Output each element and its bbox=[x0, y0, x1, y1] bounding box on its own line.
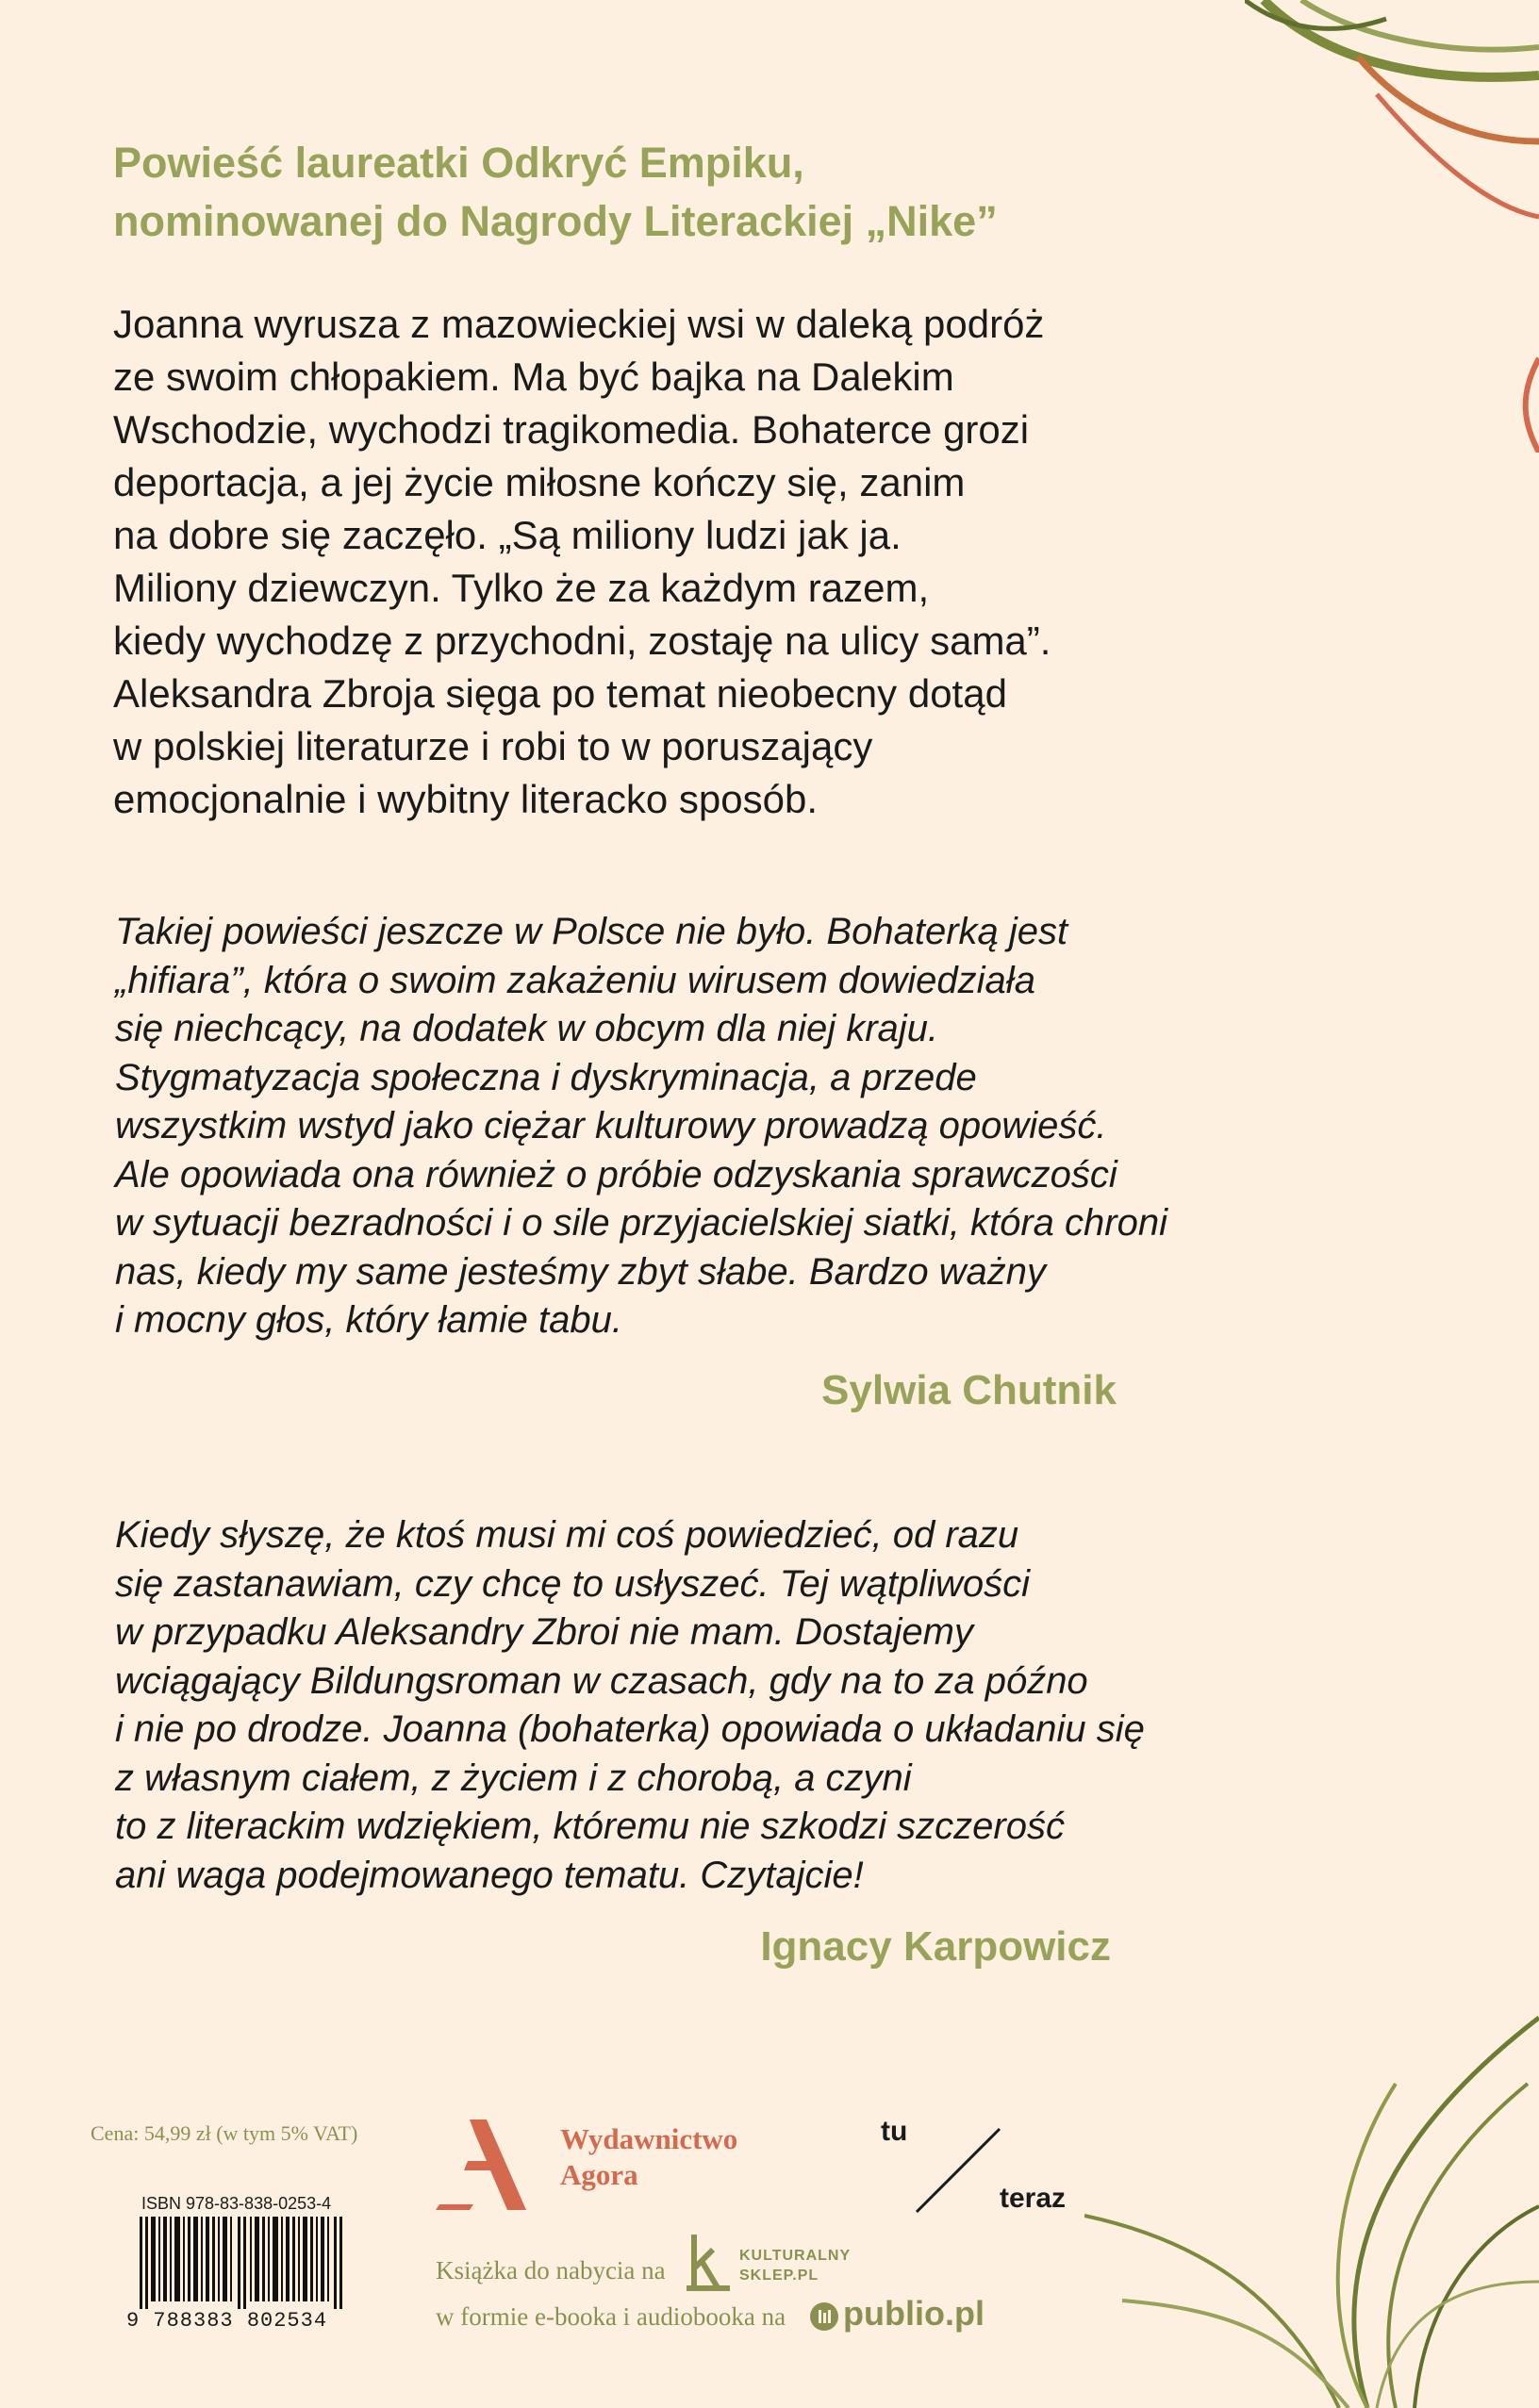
quote-line: w przypadku Aleksandry Zbroi nie mam. Dostajemy bbox=[115, 1611, 973, 1653]
publio-logo-icon bbox=[809, 2301, 839, 2332]
description-line: ze swoim chłopakiem. Ma być bajka na Dalekim bbox=[113, 355, 954, 399]
quote-line: z własnym ciałem, z życiem i z chorobą, a czyni bbox=[115, 1757, 912, 1799]
agora-logo-icon bbox=[432, 2119, 545, 2214]
headline-line: Powieść laureatki Odkryć Empiku, bbox=[113, 139, 804, 187]
quote-line: Kiedy słyszę, że ktoś musi mi coś powiedzieć, od razu bbox=[115, 1514, 1019, 1556]
description-line: na dobre się zaczęło. „Są miliony ludzi jak ja. bbox=[113, 513, 902, 557]
kulturalny-line: SKLEP.PL bbox=[739, 2268, 819, 2284]
imprint-tu: tu bbox=[881, 2116, 908, 2147]
quote-line: to z literackim wdziękiem, któremu nie szkodzi szczerość bbox=[115, 1806, 1065, 1847]
leaf-decoration-bottom bbox=[1084, 1999, 1539, 2408]
quote-line: się zastanawiam, czy chcę to usłyszeć. Tej wątpliwości bbox=[115, 1562, 1030, 1605]
imprint-slash-icon bbox=[913, 2125, 1003, 2216]
price-label: Cena: 54,99 zł (w tym 5% VAT) bbox=[91, 2121, 358, 2145]
headline bbox=[113, 134, 1292, 251]
blurb-quote bbox=[115, 1511, 1200, 1900]
blurb-author: Ignacy Karpowicz bbox=[760, 1923, 1111, 1970]
isbn-label: ISBN 978-83-838-0253-4 bbox=[141, 2194, 332, 2213]
barcode-digits: 9 788383 802534 bbox=[126, 2309, 328, 2333]
description-line: w polskiej literaturze i robi to w poruszający bbox=[113, 724, 873, 768]
quote-line: ani waga podejmowanego tematu. Czytajcie! bbox=[115, 1854, 864, 1896]
blurb-author: Sylwia Chutnik bbox=[821, 1367, 1117, 1413]
quote-line: i nie po drodze. Joanna (bohaterka) opowiada o układaniu się bbox=[115, 1708, 1145, 1750]
publisher-line: Agora bbox=[560, 2158, 638, 2191]
kulturalny-sklep-label bbox=[739, 2246, 851, 2285]
quote-line: się niechcący, na dodatek w obcym dla niej kraju. bbox=[115, 1008, 939, 1049]
quote-line: nas, kiedy my same jesteśmy zbyt słabe. Bardzo ważny bbox=[115, 1250, 1047, 1293]
kulturalny-logo-icon bbox=[687, 2235, 734, 2293]
publisher-line: Wydawnictwo bbox=[560, 2122, 738, 2155]
availability-text: Książka do nabycia na bbox=[436, 2256, 666, 2284]
publio-link[interactable]: publio.pl bbox=[843, 2294, 985, 2333]
description-line: Joanna wyrusza z mazowieckiej wsi w daleką podróż bbox=[113, 302, 1045, 346]
publisher-name bbox=[560, 2121, 737, 2193]
quote-line: wciągający Bildungsroman w czasach, gdy na to za późno bbox=[115, 1659, 1088, 1702]
imprint-teraz: teraz bbox=[1000, 2183, 1067, 2214]
description-line: Aleksandra Zbroja sięga po temat nieobecny dotąd bbox=[113, 671, 1007, 716]
quote-line: Takiej powieści jeszcze w Polsce nie było. Bohaterką jest bbox=[115, 911, 1068, 952]
quote-line: „hifiara”, która o swoim zakażeniu wirusem dowiedziała bbox=[115, 959, 1035, 1001]
kulturalny-line: KULTURALNY bbox=[739, 2248, 852, 2264]
description-line: Wschodzie, wychodzi tragikomedia. Bohaterce grozi bbox=[113, 407, 1030, 452]
quote-line: wszystkim wstyd jako ciężar kulturowy prowadzą opowieść. bbox=[115, 1105, 1107, 1146]
blurb-quote bbox=[115, 908, 1200, 1345]
description-line: kiedy wychodzę z przychodni, zostaję na ulicy sama”. bbox=[113, 618, 1051, 663]
description bbox=[113, 298, 1150, 826]
description-line: deportacja, a jej życie miłosne kończy się, zanim bbox=[113, 460, 966, 504]
barcode bbox=[140, 2217, 343, 2309]
description-line: emocjonalnie i wybitny literacko sposób. bbox=[113, 777, 819, 821]
quote-line: Ale opowiada ona również o próbie odzyskania sprawczości bbox=[115, 1153, 1117, 1196]
ebook-text: w formie e-booka i audiobooka na bbox=[436, 2302, 786, 2331]
headline-line: nominowanej do Nagrody Literackiej „Nike” bbox=[113, 197, 998, 245]
quote-line: w sytuacji bezradności i o sile przyjacielskiej siatki, która chroni bbox=[115, 1202, 1167, 1244]
quote-line: i mocny głos, który łamie tabu. bbox=[115, 1299, 622, 1341]
description-line: Miliony dziewczyn. Tylko że za każdym razem, bbox=[113, 566, 930, 610]
quote-line: Stygmatyzacja społeczna i dyskryminacja, a przede bbox=[115, 1056, 977, 1098]
